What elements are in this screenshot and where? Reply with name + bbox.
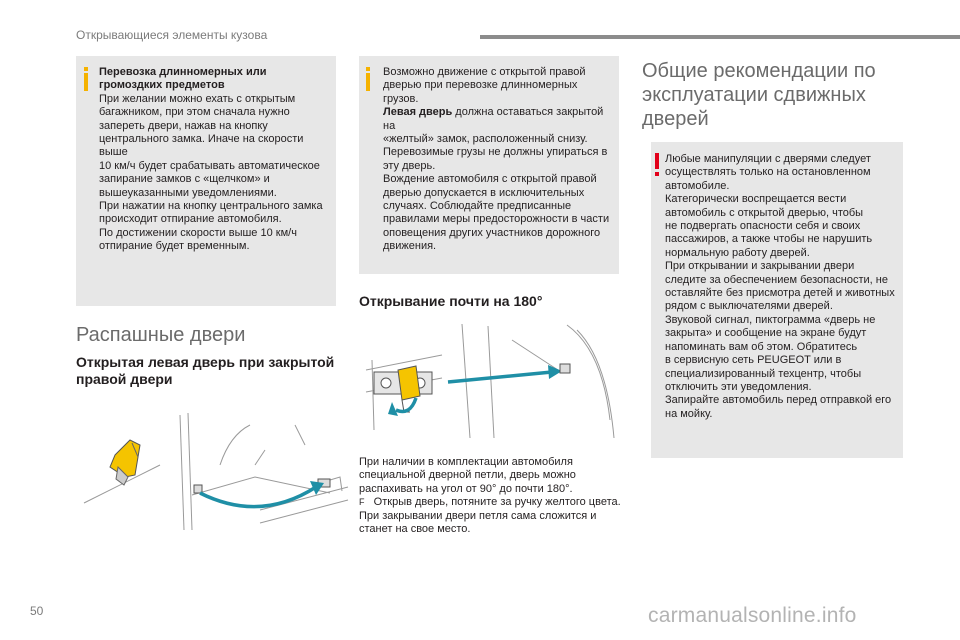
text-line: Перевозимые грузы не должны упираться в [383, 146, 608, 159]
text-line: багажником, при этом сначала нужно [99, 106, 290, 119]
text-line: автомобиль с открытой дверью, чтобы [665, 206, 864, 219]
text-line: движения. [383, 240, 437, 253]
bold-line-rest: должна оставаться закрытой на [383, 106, 604, 132]
info-icon [84, 73, 88, 91]
text-line: случаях. Соблюдайте предписанные [383, 200, 572, 213]
info-box-body-bold-line [383, 106, 613, 133]
info-box-body [99, 93, 331, 254]
text-line: Любые манипуляции с дверями следует [665, 153, 871, 165]
text-line: осуществлять только на остановленном [665, 166, 871, 179]
text-line: При открывании и закрывании двери [665, 260, 855, 273]
text-line: специальной дверной петли, дверь можно [359, 469, 576, 482]
subsection-title-180: Открывание почти на 180° [359, 293, 543, 309]
info-box-body-a [383, 66, 613, 106]
text-line: пассажиров, а также чтобы не нарушить [665, 233, 873, 246]
text-line: При наличии в комплектации автомобиля [359, 456, 573, 468]
text-line: напоминать вам об этом. Обратитесь [665, 340, 858, 353]
text-line: специализированный техцентр, чтобы [665, 367, 862, 380]
bullet-text: Открыв дверь, потяните за ручку желтого цвета. [373, 496, 621, 509]
hinge-180-body-after [359, 510, 621, 537]
text-line: запирание замков с «щелчком» и [99, 173, 270, 186]
text-line: При закрывании двери петля сама сложится и [359, 509, 597, 522]
text-line: При нажатии на кнопку центрального замка [99, 200, 323, 213]
watermark: carmanualsonline.info [648, 604, 857, 627]
warning-box-body [665, 153, 897, 421]
text-line: 10 км/ч будет срабатывать автоматическое [99, 159, 320, 172]
bullet-marker: F [359, 497, 365, 508]
text-line: При желании можно ехать с открытым [99, 92, 296, 105]
text-line: происходит отпирание автомобиля. [99, 213, 282, 226]
text-line: Запирайте автомобиль перед отправкой его [665, 394, 892, 407]
info-icon [366, 73, 370, 91]
hinge-180-text [359, 456, 621, 536]
figure-left-door-latch [80, 405, 350, 540]
section-title-general-recommendations: Общие рекомендации по эксплуатации сдвижных дверей [642, 60, 876, 130]
info-box-body-b [383, 133, 613, 254]
text-line: Категорически воспрещается вести [665, 193, 847, 206]
page-number: 50 [30, 604, 44, 618]
text-line: нормальную работу дверей. [665, 246, 810, 259]
text-line: центрального замка. Иначе на скорости выше [99, 133, 304, 159]
text-line: Возможно движение с открытой правой [383, 66, 586, 78]
text-line: распахивать на угол от 90° до почти 180°. [359, 482, 573, 495]
subsection-title-left-open: Открытая левая дверь при закрытой правой двери [76, 354, 335, 387]
page-header-title: Открывающиеся элементы кузова [76, 28, 268, 42]
text-line: станет на свое место. [359, 523, 471, 536]
text-line: не подвергать опасности себя и своих [665, 220, 861, 233]
text-line: дверью при перевозке длинномерных грузов. [383, 79, 578, 105]
text-line: оставляйте без присмотра детей и животных [665, 287, 895, 300]
text-line: «желтый» замок, расположенный снизу. [383, 133, 588, 146]
text-line: запереть двери, нажав на кнопку [99, 119, 268, 132]
hinge-180-bullet-line [359, 496, 621, 509]
bold-lead: Левая дверь [383, 106, 453, 119]
text-line: отключить эти уведомления. [665, 380, 812, 393]
text-line: Вождение автомобиля с открытой правой [383, 173, 597, 186]
text-line: По достижении скорости выше 10 км/ч [99, 226, 297, 239]
text-line: эту дверь. [383, 159, 436, 172]
text-line: рядом с выключателями дверей. [665, 300, 833, 313]
text-line: вышеуказанными уведомлениями. [99, 186, 277, 199]
text-line: автомобиле. [665, 179, 730, 192]
text-line: правилами меры предосторожности в части [383, 213, 610, 226]
text-line: дверью допускается в исключительных [383, 186, 585, 199]
warning-box-text [665, 153, 897, 421]
hinge-180-body [359, 456, 621, 496]
header-bar [480, 35, 960, 39]
text-line: на мойку. [665, 407, 713, 420]
info-box-long-loads-text [99, 66, 331, 254]
text-line: оповещения других участников дорожного [383, 226, 601, 239]
warning-icon [655, 153, 659, 169]
info-box-heading: Перевозка длинномерных или громоздких предметов [99, 66, 267, 92]
text-line: отпирание будет временным. [99, 240, 250, 253]
section-title-hinged-doors: Распашные двери [76, 324, 246, 346]
figure-hinge-180 [362, 320, 617, 442]
info-box-open-right-door-text [383, 66, 613, 254]
text-line: следите за обеспечением безопасности, не [665, 273, 888, 286]
text-line: в сервисную сеть PEUGEOT или в [665, 354, 842, 367]
text-line: закрыта» и сообщение на экране будут [665, 327, 867, 340]
text-line: Звуковой сигнал, пиктограмма «дверь не [665, 313, 876, 326]
